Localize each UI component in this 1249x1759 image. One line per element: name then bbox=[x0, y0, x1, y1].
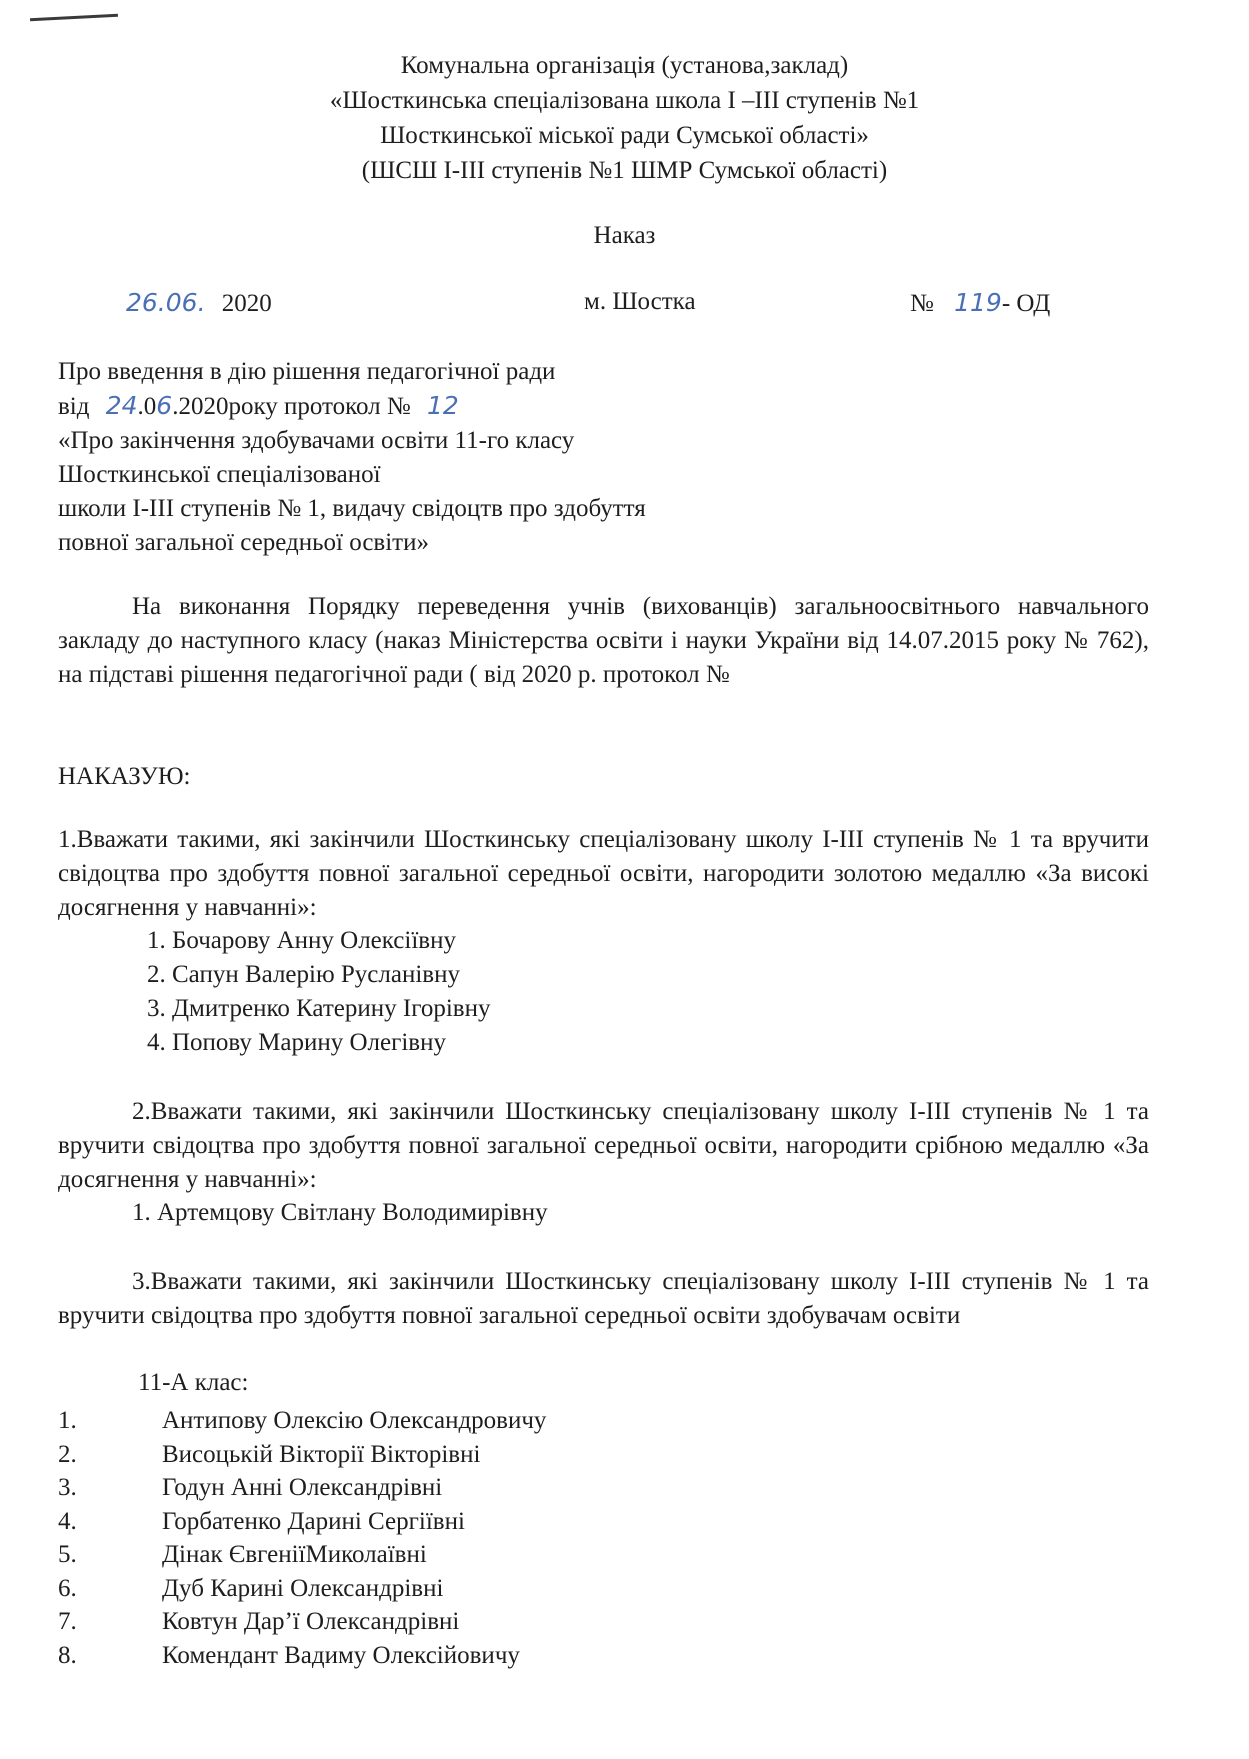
handwritten-number: 119 bbox=[954, 288, 1002, 317]
order-city: м. Шостка bbox=[584, 288, 696, 315]
class-label: 11-А клас: bbox=[138, 1369, 249, 1396]
list-item: 1. Артемцову Світлану Володимирівну bbox=[132, 1199, 548, 1226]
handwritten-date: 26.06. bbox=[126, 288, 206, 317]
header-line: Шосткинської міської ради Сумської області» bbox=[380, 122, 869, 149]
list-item: 2. Висоцькій Вікторії Вікторівні bbox=[58, 1440, 481, 1468]
handwritten-month: 6 bbox=[156, 391, 173, 420]
list-item: 4. Горбатенко Дарині Сергіївні bbox=[58, 1507, 465, 1535]
order-keyword: НАКАЗУЮ: bbox=[58, 763, 191, 790]
list-item: 4. Попову Марину Олегівну bbox=[147, 1029, 446, 1056]
header-line: Комунальна організація (установа,заклад) bbox=[400, 52, 849, 79]
point-1-text: 1.Вважати такими, які закінчили Шосткинську спеціалізовану школу І-ІІІ ступенів № 1 та вручити свідоцтва про здобуття повної загальної середньої освіти, нагородити золотою медаллю «За високі досягнення у навчанні»: bbox=[58, 826, 1149, 921]
subject-line: повної загальної середньої освіти» bbox=[58, 529, 429, 556]
graduates-list bbox=[58, 1404, 546, 1672]
list-item: 3. Дмитренко Катерину Ігорівну bbox=[147, 995, 491, 1022]
header-line: «Шосткинська спеціалізована школа І –ІІІ ступенів №1 bbox=[329, 87, 920, 114]
list-item: 6. Дуб Карині Олександрівні bbox=[58, 1574, 444, 1602]
point-3-text: 3.Вважати такими, які закінчили Шосткинську спеціалізовану школу І-ІІІ ступенів № 1 та вручити свідоцтва про здобуття повної загальної середньої освіти здобувачам освіти bbox=[58, 1268, 1149, 1329]
list-item: 3. Годун Анні Олександрівні bbox=[58, 1474, 443, 1501]
list-item: 1. Антипову Олексію Олександровичу bbox=[58, 1407, 547, 1434]
subject-line: школи І-ІІІ ступенів № 1, видачу свідоцтв про здобуття bbox=[58, 495, 646, 522]
list-item: 7. Ковтун Дар’ї Олександрівні bbox=[58, 1608, 460, 1635]
handwritten-protocol: 12 bbox=[427, 391, 459, 420]
number-suffix: - ОД bbox=[1001, 290, 1051, 317]
subject-line: «Про закінчення здобувачами освіти 11-го класу bbox=[58, 427, 575, 454]
order-subject bbox=[58, 355, 646, 560]
list-item: 2. Сапун Валерію Русланівну bbox=[147, 961, 460, 988]
number-label: № bbox=[910, 290, 934, 317]
list-item: 1. Бочарову Анну Олексіївну bbox=[147, 927, 456, 954]
organization-header bbox=[0, 48, 1249, 188]
document-title: Наказ bbox=[593, 222, 656, 249]
subject-line: Про введення в дію рішення педагогічної ради bbox=[58, 358, 556, 385]
list-item: 5. Дінак ЄвгеніїМиколаївні bbox=[58, 1541, 427, 1568]
handwritten-day: 24 bbox=[105, 391, 138, 420]
order-date bbox=[126, 288, 272, 318]
scan-artifact-mark bbox=[30, 14, 118, 22]
point-2-text: 2.Вважати такими, які закінчили Шосткинську спеціалізовану школу І-ІІІ ступенів № 1 та вручити свідоцтва про здобуття повної загальної середньої освіти, нагородити срібною медаллю «За досягнення у навчанні»: bbox=[58, 1098, 1149, 1193]
order-year: 2020 bbox=[221, 290, 272, 317]
subject-line: Шосткинської спеціалізованої bbox=[58, 461, 381, 488]
order-number bbox=[910, 288, 1050, 318]
list-item: 8. Комендант Вадиму Олексійовичу bbox=[58, 1641, 520, 1669]
header-line: (ШСШ І-ІІІ ступенів №1 ШМР Сумської області) bbox=[361, 157, 888, 184]
preamble-paragraph: На виконання Порядку переведення учнів (вихованців) загальноосвітнього навчального закладу до наступного класу (наказ Міністерства освіти і науки України від 14.07.2015 року № 762), на підставі рішення педагогічної ради ( від 2020 р. протокол № bbox=[58, 593, 1149, 688]
subject-line: від 24.06.2020року протокол № 12 bbox=[58, 391, 459, 420]
